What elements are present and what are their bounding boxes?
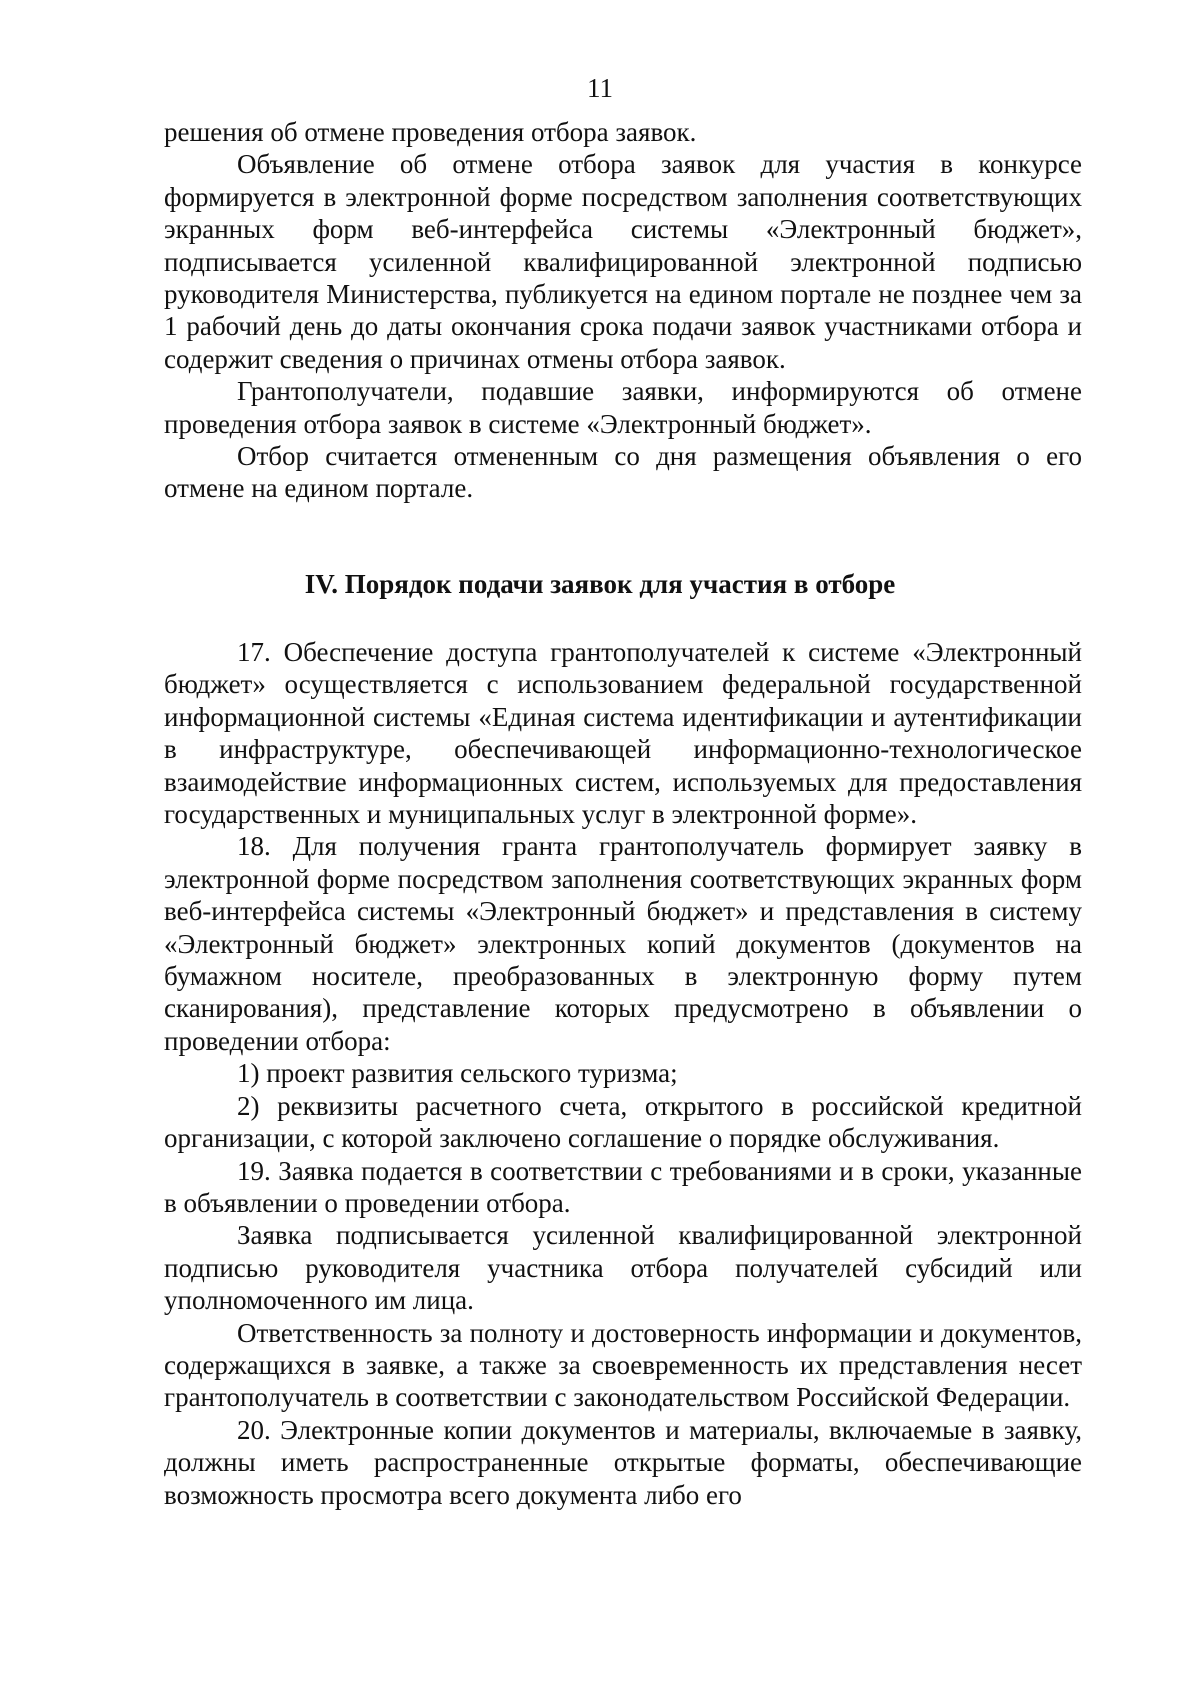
paragraph: Объявление об отмене отбора заявок для участия в конкурсе формируется в электронной форме посредством заполнения соответствующих экранных форм веб-интерфейса системы «Электронный бюджет», подписывается усиленной квалифицированной электронной подписью руководителя Министерства, публикуется на едином портале не позднее чем за 1 рабочий день до даты окончания срока подачи заявок участниками отбора и содержит сведения о причинах отмены отбора заявок. [164,149,1082,374]
section-text-block [164,636,1082,1511]
paragraph-item-19: 19. Заявка подается в соответствии с требованиями и в сроки, указанные в объявлении о проведении отбора. [164,1155,1082,1218]
list-item: 1) проект развития сельского туризма; [237,1058,678,1089]
paragraph-continuation: решения об отмене проведения отбора заявок. [164,117,697,147]
page-number: 11 [587,73,613,103]
section-heading: IV. Порядок подачи заявок для участия в отборе [304,569,896,599]
paragraph: Отбор считается отмененным со дня размещения объявления о его отмене на едином портале. [164,441,1082,504]
paragraph-item-17: 17. Обеспечение доступа грантополучателей к системе «Электронный бюджет» осуществляется с использованием федеральной государственной информационной системы «Единая система идентификации и аутентификации в инфраструктуре, обеспечивающей информационно-технологическое взаимодействие информационных систем, используемых для предоставления государственных и муниципальных услуг в электронной форме». [164,637,1082,830]
paragraph-item-18: 18. Для получения гранта грантополучатель формирует заявку в электронной форме посредством заполнения соответствующих экранных форм веб-интерфейса системы «Электронный бюджет» и представления в систему «Электронный бюджет» электронных копий документов (документов на бумажном носителе, преобразованных в электронную форму путем сканирования), представление которых предусмотрено в объявлении о проведении отбора: [164,831,1082,1056]
paragraph: Ответственность за полноту и достоверность информации и документов, содержащихся в заявке, а также за своевременность их представления несет грантополучатель в соответствии с законодательством Российской Федерации. [164,1317,1082,1413]
paragraph: Заявка подписывается усиленной квалифицированной электронной подписью руководителя участника отбора получателей субсидий или уполномоченного им лица. [164,1220,1082,1316]
top-text-block [164,116,1082,505]
list-item: 2) реквизиты расчетного счета, открытого в российской кредитной организации, с которой заключено соглашение о порядке обслуживания. [164,1090,1082,1154]
paragraph: Грантополучатели, подавшие заявки, информируются об отмене проведения отбора заявок в системе «Электронный бюджет». [164,376,1082,439]
paragraph-item-20: 20. Электронные копии документов и материалы, включаемые в заявку, должны иметь распространенные открытые форматы, обеспечивающие возможность просмотра всего документа либо его [164,1414,1082,1510]
